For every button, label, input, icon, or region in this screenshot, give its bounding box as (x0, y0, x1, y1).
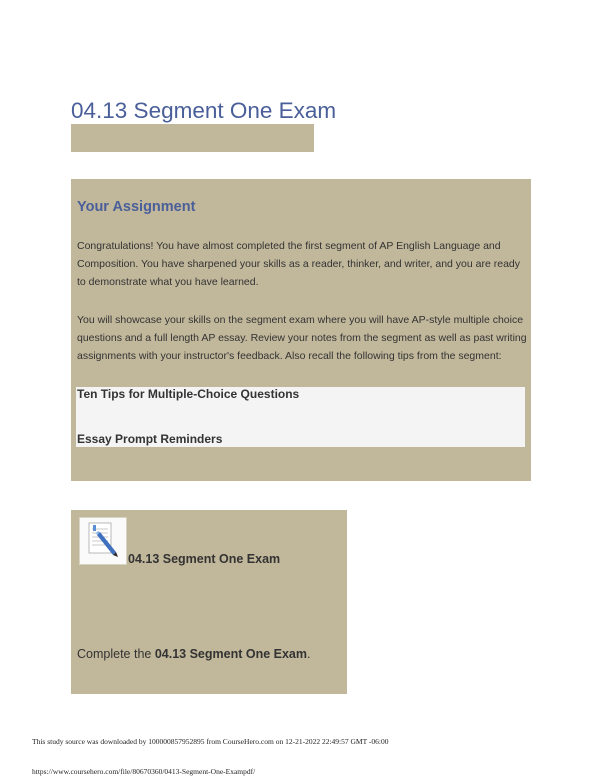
page-title: 04.13 Segment One Exam (71, 98, 337, 123)
exam-cta-link[interactable]: 04.13 Segment One Exam (154, 647, 307, 661)
assignment-paragraph-1: Congratulations! You have almost completed the first segment of AP English Language and Composition. You have sharpened your skills as a reader, thinker, and writer, and you are ready to demonstrate what you have learned. (77, 240, 521, 288)
exam-cta-prefix: Complete the (77, 647, 155, 661)
exam-cta-suffix: . (306, 647, 311, 661)
notepad-pen-icon[interactable] (79, 517, 127, 565)
tip-heading-multiple-choice[interactable]: Ten Tips for Multiple-Choice Questions (77, 387, 300, 401)
footer-url[interactable]: https://www.coursehero.com/file/80670360/0413-Segment-One-Exampdf/ (32, 767, 256, 776)
assignment-heading: Your Assignment (77, 199, 196, 215)
assignment-paragraph-2: You will showcase your skills on the segment exam where you will have AP-style multiple choice questions and a full length AP essay. Review your notes from the segment as well as past writing assignments with your instructor's feedback. Also recall the following tips from the segment: (77, 314, 527, 362)
exam-card-title[interactable]: 04.13 Segment One Exam (128, 552, 281, 566)
footer-source-note: This study source was downloaded by 100000857952895 from CourseHero.com on 12-21-2022 22:49:57 GMT -06:00 (32, 737, 389, 746)
tip-heading-essay-prompt[interactable]: Essay Prompt Reminders (77, 432, 223, 446)
exam-card (71, 510, 347, 694)
exam-card-instruction (77, 647, 310, 661)
page-title-box (71, 97, 337, 152)
tips-panel (76, 387, 525, 447)
assignment-section (71, 179, 531, 481)
